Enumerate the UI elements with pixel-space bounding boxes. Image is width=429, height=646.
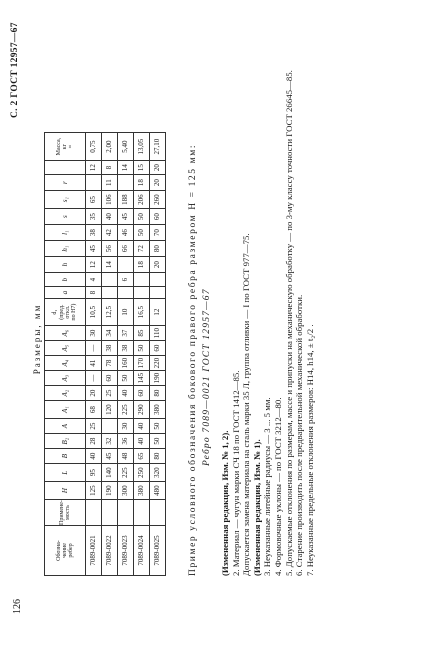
cell-designation: 7089-0023 [118,526,134,576]
note-line: 7. Неуказанные предельные отклонения размеров: H14, h14, ± t₂/2 . [304,324,315,576]
cell-A4: 41 [86,356,102,371]
cell-l1: 42 [102,225,118,241]
cell-h: 20 [150,257,166,273]
header-A5: A₅ [45,341,86,356]
table-row [102,133,118,576]
example-title: Пример условного обозначения бокового правого ребра размером H = 125 мм: [188,143,198,576]
cell-A6: 37 [118,326,134,341]
cell-r-extra: 20 [150,161,166,175]
cell-s: 35 [86,209,102,225]
header-A2: A₂ [45,386,86,401]
cell-A: 40 [134,419,150,434]
cell-H: 480 [150,482,166,500]
cell-A3: 145 [134,371,150,386]
cell-B: 48 [118,449,134,464]
cell-A3: 190 [150,371,166,386]
table-row [150,133,166,576]
cell-H: 190 [102,482,118,500]
cell-L: 225 [118,464,134,482]
cell-r [86,175,102,191]
header-h: h [45,257,86,273]
header-A3: A₃ [45,371,86,386]
cell-h1: 56 [102,241,118,257]
cell-s: 45 [118,209,134,225]
header-applicability: Примене- мость [45,500,86,526]
cell-applicability [102,500,118,526]
cell-H: 380 [134,482,150,500]
header-H: H [45,482,86,500]
cell-L: 250 [134,464,150,482]
cell-designation: 7089-0022 [102,526,118,576]
cell-l1: 38 [86,225,102,241]
cell-B2: 28 [86,434,102,449]
cell-applicability [150,500,166,526]
cell-A5: — [86,341,102,356]
table-row [134,133,150,576]
cell-designation: 7089-0025 [150,526,166,576]
header-A4: A₄ [45,356,86,371]
cell-h1: 66 [118,241,134,257]
cell-A5: 60 [150,341,166,356]
cell-A2: 80 [150,386,166,401]
cell-a: 8 [86,287,102,299]
cell-B2: 32 [102,434,118,449]
cell-mass: 13,05 [134,133,150,161]
table-title: Размеры, мм [32,303,42,375]
cell-A2: 25 [102,386,118,401]
cell-h: 12 [86,257,102,273]
cell-h: 18 [134,257,150,273]
cell-B2: 36 [118,434,134,449]
cell-r: 11 [102,175,118,191]
cell-A6: 30 [86,326,102,341]
cell-b: 4 [86,273,102,287]
cell-mass: 2,00 [102,133,118,161]
header-mass: Масса, кг ≈ [45,133,86,161]
cell-A1: 225 [118,401,134,419]
cell-A: 50 [150,419,166,434]
cell-A: 25 [86,419,102,434]
cell-A6: 34 [102,326,118,341]
cell-s1: 260 [150,191,166,209]
cell-A5: 38 [102,341,118,356]
header-a: a [45,287,86,299]
header-A1: A₁ [45,401,86,419]
cell-d1: 12 [150,299,166,326]
cell-s1: 188 [118,191,134,209]
cell-s: 40 [102,209,118,225]
cell-b [134,273,150,287]
cell-mass: 0,75 [86,133,102,161]
cell-r-extra: 14 [118,161,134,175]
cell-A6: 85 [134,326,150,341]
cell-A5: 50 [134,341,150,356]
header-B: B [45,449,86,464]
cell-b: 6 [118,273,134,287]
note-line: 4. Формовочные уклоны — по ГОСТ 3212—80. [272,397,283,576]
cell-A4: 78 [102,356,118,371]
cell-L: 320 [150,464,166,482]
cell-A6: 110 [150,326,166,341]
running-title: С. 2 ГОСТ 12957—67 [10,22,20,118]
cell-A1: 120 [102,401,118,419]
cell-A2: 20 [86,386,102,401]
cell-h1: 80 [150,241,166,257]
cell-L: 95 [86,464,102,482]
table-row [118,133,134,576]
cell-l1: 70 [150,225,166,241]
note-line: 5. Допускаемые отклонения по размерам, массе и припуски на механическую обработку — по 3-му классу точности ГОСТ 26645—85. [283,70,294,576]
header-h1: h₁ [45,241,86,257]
cell-A3: — [86,371,102,386]
cell-designation: 7089-0021 [86,526,102,576]
cell-A [102,419,118,434]
cell-H: 300 [118,482,134,500]
dimensions-table [44,132,166,576]
cell-r: 18 [134,175,150,191]
cell-s1: 206 [134,191,150,209]
cell-b [150,273,166,287]
note-line: (Измененная редакция, Изм. № 1, 2). [220,430,230,576]
cell-B: 80 [150,449,166,464]
cell-A1: 290 [134,401,150,419]
notes-block [220,18,315,576]
cell-h [118,257,134,273]
header-r: r [45,175,86,191]
cell-B2: 40 [134,434,150,449]
header-A: A [45,419,86,434]
cell-A2: 60 [134,386,150,401]
cell-d1: 10,5 [86,299,102,326]
cell-mass: 27,10 [150,133,166,161]
cell-r-extra: 15 [134,161,150,175]
cell-mass: 5,40 [118,133,134,161]
cell-a [118,287,134,299]
cell-B: 45 [102,449,118,464]
cell-L: 140 [102,464,118,482]
cell-A: 30 [118,419,134,434]
cell-A1: 68 [86,401,102,419]
header-r-extra [45,161,86,175]
cell-r-extra: 8 [102,161,118,175]
cell-l1: 50 [134,225,150,241]
cell-d1: 10 [118,299,134,326]
cell-designation: 7089-0024 [134,526,150,576]
cell-A3: 50 [118,371,134,386]
cell-s: 50 [134,209,150,225]
header-s1: s₁ [45,191,86,209]
cell-A4: 220 [150,356,166,371]
cell-applicability [118,500,134,526]
note-line: 6. Старение производить после предварительной механической обработки. [294,294,305,576]
cell-B: 65 [134,449,150,464]
cell-H: 125 [86,482,102,500]
cell-A1: 380 [150,401,166,419]
cell-d1: 12,5 [102,299,118,326]
cell-r: 20 [150,175,166,191]
note-line: (Измененная редакция, Изм. № 1). [251,439,262,576]
cell-B: 40 [86,449,102,464]
cell-B2: 50 [150,434,166,449]
page-number: 126 [12,599,23,614]
cell-h: 14 [102,257,118,273]
header-s: s [45,209,86,225]
header-l1: l₁ [45,225,86,241]
cell-s1: 106 [102,191,118,209]
cell-A3: 60 [102,371,118,386]
cell-A4: 160 [118,356,134,371]
cell-b [102,273,118,287]
note-line: 3. Неуказанные литейные радиусы — 3 ... 5 мм. [262,397,273,576]
cell-A2: 40 [118,386,134,401]
cell-a [150,287,166,299]
header-A6: A₆ [45,326,86,341]
cell-s: 60 [150,209,166,225]
cell-s1: 65 [86,191,102,209]
header-B2: B₂ [45,434,86,449]
cell-a [134,287,150,299]
example-code: Ребро 7089—0021 ГОСТ 12957—67 [202,288,212,466]
cell-h1: 72 [134,241,150,257]
header-d1: d₁ (пред. откл. по H7) [45,299,86,326]
note-line: Допускается замена материала на сталь марки 35 Л, группа отливки — I по ГОСТ 977—75. [241,233,252,576]
cell-applicability [86,500,102,526]
cell-l1: 46 [118,225,134,241]
cell-A5: 38 [118,341,134,356]
cell-a [102,287,118,299]
cell-r-extra: 12 [86,161,102,175]
cell-d1: 16,5 [134,299,150,326]
table-header [45,133,86,576]
cell-applicability [134,500,150,526]
table-row [86,133,102,576]
cell-A4: 170 [134,356,150,371]
note-line: 2. Материал — чугун марки СЧ 18 по ГОСТ 1412—85. [230,370,241,576]
header-L: L [45,464,86,482]
cell-h1: 45 [86,241,102,257]
header-b: b [45,273,86,287]
cell-r [118,175,134,191]
header-designation: Обозна- чение ребер [45,526,86,576]
